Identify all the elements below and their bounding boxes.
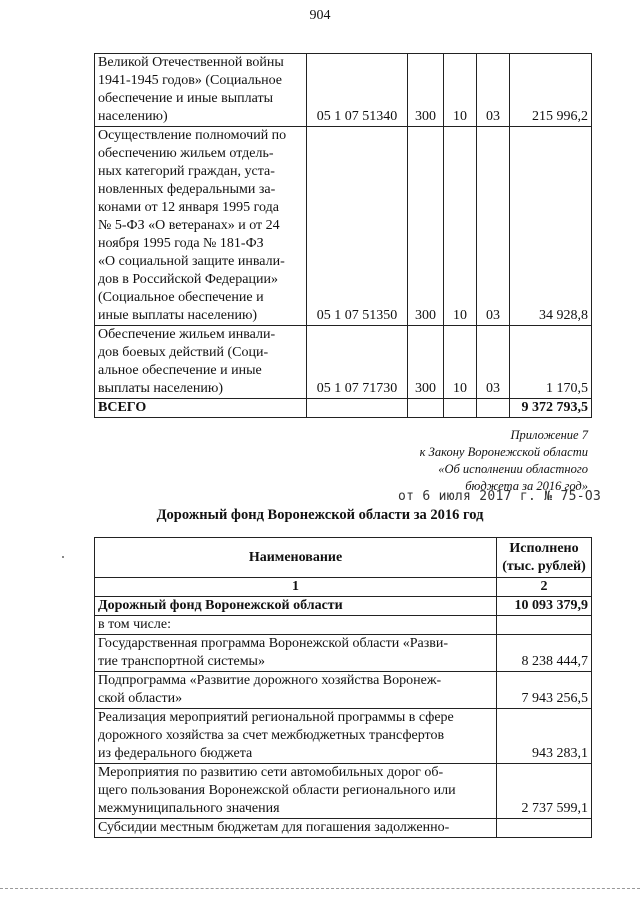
row-pr: 03 <box>477 326 510 399</box>
row-code: 05 1 07 51340 <box>307 54 408 127</box>
row-name: в том числе: <box>95 616 497 635</box>
row-value: 943 283,1 <box>497 709 592 764</box>
appendix-line: Приложение 7 <box>510 428 588 442</box>
page-number: 904 <box>309 8 331 23</box>
law-date-stamp: от 6 июля 2017 г. № 75-ОЗ <box>398 489 602 504</box>
row-value <box>497 819 592 838</box>
table-row <box>95 54 592 127</box>
table-row <box>95 635 592 672</box>
row-code: 05 1 07 51350 <box>307 127 408 326</box>
row-name: Великой Отечественной войны 1941-1945 годов» (Социальное обеспечение и иные выплаты населению) <box>95 54 307 127</box>
row-name: Обеспечение жильем инвали- дов боевых действий (Соци- альное обеспечение и иные выплаты населению) <box>95 326 307 399</box>
row-code: 05 1 07 71730 <box>307 326 408 399</box>
budget-table-continued <box>94 53 592 418</box>
table-row <box>95 616 592 635</box>
row-name: Осуществление полномочий по обеспечению жильем отдель- ных категорий граждан, уста- новленных федеральными за- конами от 12 января 1995 года № 5-ФЗ «О ветеранах» и от 24 ноября 1995 года № 181-ФЗ «О социальной защите инвали- дов в Российской Федерации» (Социальное обеспечение и иные выплаты населению) <box>95 127 307 326</box>
road-fund-table <box>94 537 592 838</box>
total-label: ВСЕГО <box>95 399 307 418</box>
column-number-row <box>95 578 592 597</box>
row-name: Государственная программа Воронежской области «Разви- тие транспортной системы» <box>95 635 497 672</box>
row-name: Мероприятия по развитию сети автомобильных дорог об- щего пользования Воронежской области регионального или межмуниципального значения <box>95 764 497 819</box>
page-bottom-edge <box>0 888 640 889</box>
col-number-1: 1 <box>95 578 497 597</box>
header-name: Наименование <box>95 538 497 578</box>
table-row <box>95 127 592 326</box>
row-value <box>497 616 592 635</box>
header-row <box>95 538 592 578</box>
row-sum: 34 928,8 <box>510 127 592 326</box>
appendix-line: бюджета за 2016 год» <box>465 479 588 493</box>
row-name: Дорожный фонд Воронежской области <box>95 597 497 616</box>
row-name: Субсидии местным бюджетам для погашения задолженно- <box>95 819 497 838</box>
table-row <box>95 764 592 819</box>
table-row <box>95 597 592 616</box>
appendix-line: к Закону Воронежской области <box>419 445 588 459</box>
row-vr: 300 <box>408 54 444 127</box>
row-vr: 300 <box>408 127 444 326</box>
row-value: 10 093 379,9 <box>497 597 592 616</box>
table-row <box>95 819 592 838</box>
row-value: 2 737 599,1 <box>497 764 592 819</box>
row-name: Реализация мероприятий региональной программы в сфере дорожного хозяйства за счет межбюджетных трансфертов из федерального бюджета <box>95 709 497 764</box>
row-sum: 215 996,2 <box>510 54 592 127</box>
table-row <box>95 672 592 709</box>
row-value: 7 943 256,5 <box>497 672 592 709</box>
row-name: Подпрограмма «Развитие дорожного хозяйства Воронеж- ской области» <box>95 672 497 709</box>
row-rz: 10 <box>444 326 477 399</box>
table-row <box>95 709 592 764</box>
scan-speck <box>62 556 64 558</box>
total-sum: 9 372 793,5 <box>510 399 592 418</box>
row-sum: 1 170,5 <box>510 326 592 399</box>
appendix-heading <box>420 427 588 495</box>
header-value: Исполнено (тыс. рублей) <box>497 538 592 578</box>
row-vr: 300 <box>408 326 444 399</box>
table-row <box>95 326 592 399</box>
appendix-line: «Об исполнении областного <box>438 462 588 476</box>
section-title: Дорожный фонд Воронежской области за 2016 год <box>156 507 484 523</box>
row-rz: 10 <box>444 127 477 326</box>
row-rz: 10 <box>444 54 477 127</box>
total-row <box>95 399 592 418</box>
row-pr: 03 <box>477 54 510 127</box>
row-pr: 03 <box>477 127 510 326</box>
col-number-2: 2 <box>497 578 592 597</box>
row-value: 8 238 444,7 <box>497 635 592 672</box>
